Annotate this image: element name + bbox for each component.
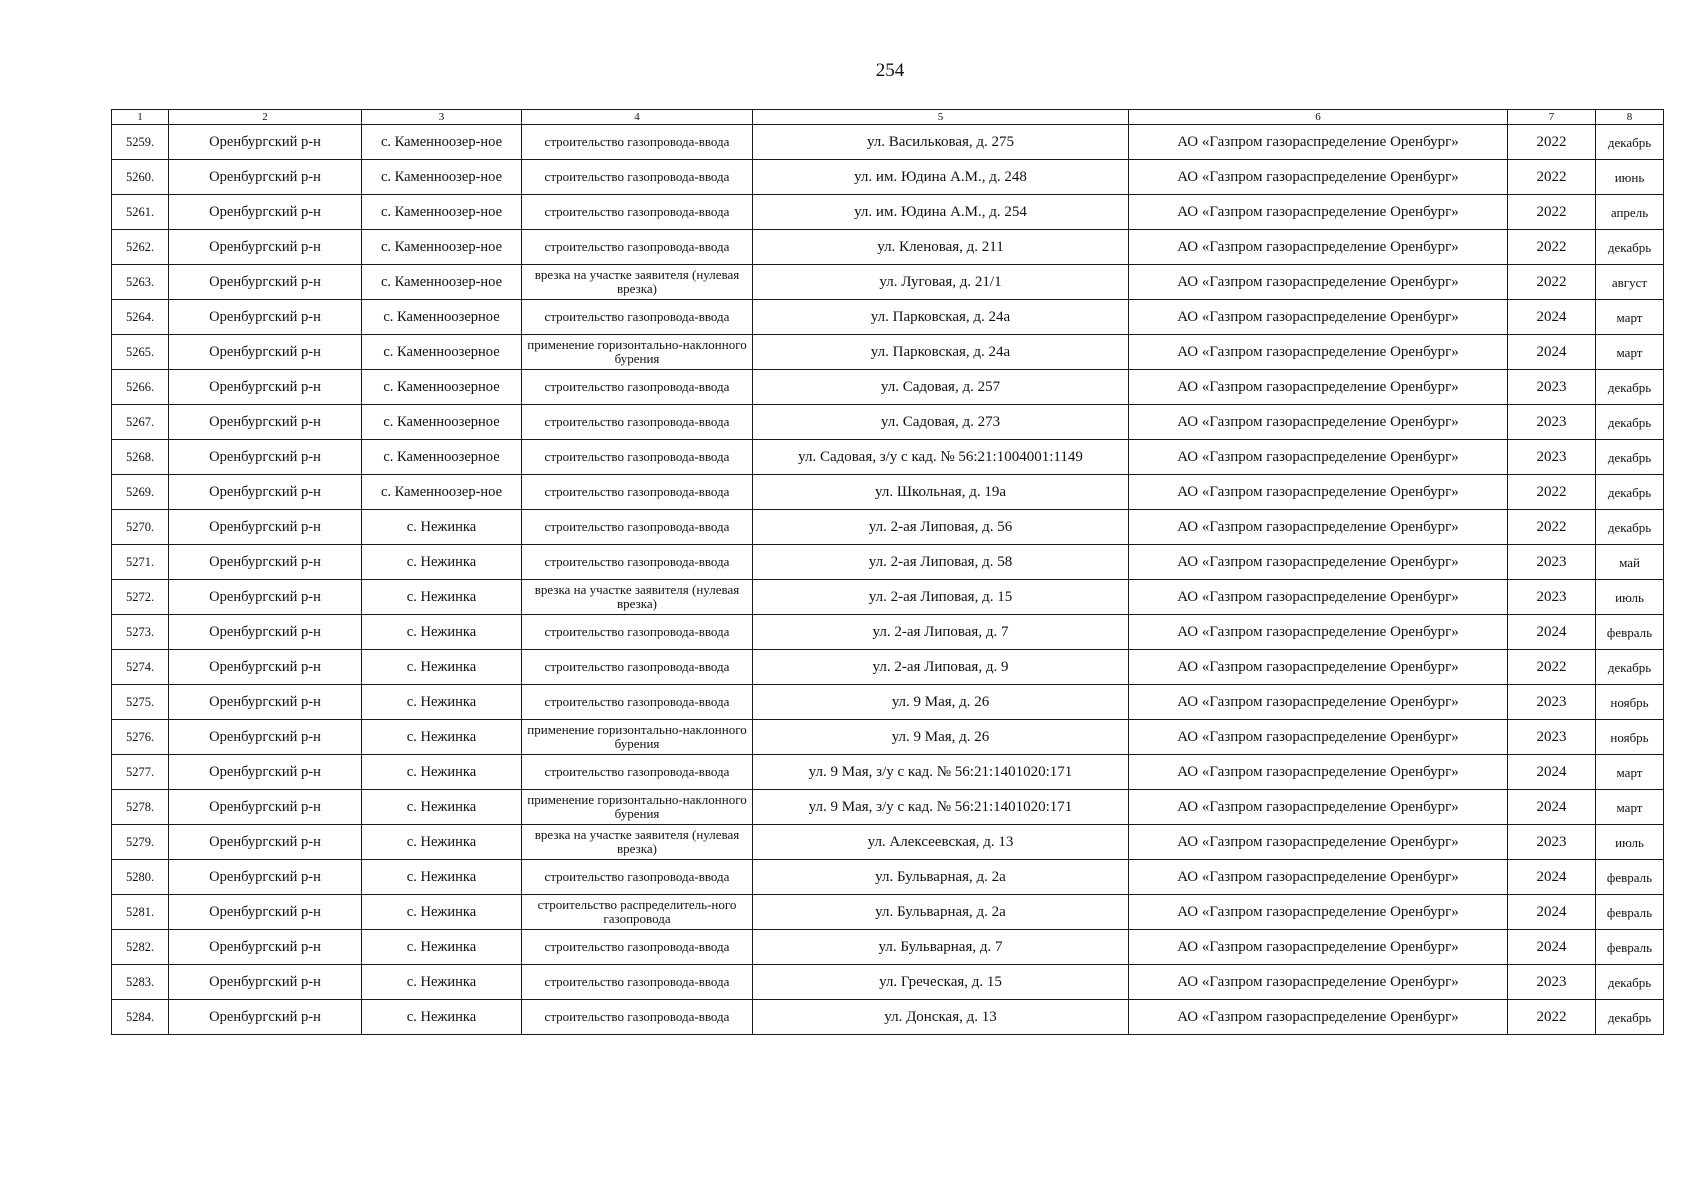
cell-settlement: с. Нежинка	[362, 825, 522, 860]
cell-organization: АО «Газпром газораспределение Оренбург»	[1129, 965, 1508, 1000]
column-header-work-type: 4	[522, 110, 753, 125]
cell-address: ул. Садовая, з/у с кад. № 56:21:1004001:1149	[753, 440, 1129, 475]
table-row	[112, 580, 1664, 615]
table-row	[112, 650, 1664, 685]
cell-work-type: строительство газопровода-ввода	[522, 230, 753, 265]
cell-settlement: с. Нежинка	[362, 965, 522, 1000]
cell-work-type: строительство газопровода-ввода	[522, 930, 753, 965]
cell-organization: АО «Газпром газораспределение Оренбург»	[1129, 440, 1508, 475]
cell-year: 2024	[1508, 300, 1596, 335]
cell-address: ул. Парковская, д. 24а	[753, 300, 1129, 335]
cell-district: Оренбургский р-н	[169, 790, 362, 825]
cell-settlement: с. Нежинка	[362, 615, 522, 650]
header-row	[112, 110, 1664, 125]
cell-row-number: 5276.	[112, 720, 169, 755]
table-row	[112, 895, 1664, 930]
cell-work-type: строительство газопровода-ввода	[522, 370, 753, 405]
cell-address: ул. Кленовая, д. 211	[753, 230, 1129, 265]
table-row	[112, 755, 1664, 790]
cell-work-type: строительство газопровода-ввода	[522, 545, 753, 580]
cell-month: декабрь	[1596, 965, 1664, 1000]
cell-organization: АО «Газпром газораспределение Оренбург»	[1129, 475, 1508, 510]
cell-address: ул. 2-ая Липовая, д. 58	[753, 545, 1129, 580]
cell-settlement: с. Каменноозер-ное	[362, 265, 522, 300]
table-row	[112, 860, 1664, 895]
cell-settlement: с. Нежинка	[362, 790, 522, 825]
cell-month: февраль	[1596, 895, 1664, 930]
cell-work-type: строительство газопровода-ввода	[522, 440, 753, 475]
cell-district: Оренбургский р-н	[169, 580, 362, 615]
cell-district: Оренбургский р-н	[169, 1000, 362, 1035]
cell-district: Оренбургский р-н	[169, 860, 362, 895]
cell-month: июль	[1596, 825, 1664, 860]
cell-row-number: 5265.	[112, 335, 169, 370]
cell-year: 2022	[1508, 265, 1596, 300]
cell-row-number: 5272.	[112, 580, 169, 615]
table-row	[112, 685, 1664, 720]
cell-row-number: 5270.	[112, 510, 169, 545]
table-header	[112, 110, 1664, 125]
cell-row-number: 5263.	[112, 265, 169, 300]
cell-month: ноябрь	[1596, 720, 1664, 755]
cell-address: ул. 2-ая Липовая, д. 9	[753, 650, 1129, 685]
column-header-month: 8	[1596, 110, 1664, 125]
cell-year: 2022	[1508, 230, 1596, 265]
table-row	[112, 370, 1664, 405]
cell-address: ул. Алексеевская, д. 13	[753, 825, 1129, 860]
cell-row-number: 5259.	[112, 125, 169, 160]
cell-month: июль	[1596, 580, 1664, 615]
cell-month: февраль	[1596, 930, 1664, 965]
cell-row-number: 5282.	[112, 930, 169, 965]
cell-organization: АО «Газпром газораспределение Оренбург»	[1129, 685, 1508, 720]
cell-organization: АО «Газпром газораспределение Оренбург»	[1129, 580, 1508, 615]
cell-settlement: с. Нежинка	[362, 510, 522, 545]
cell-district: Оренбургский р-н	[169, 475, 362, 510]
cell-year: 2024	[1508, 790, 1596, 825]
column-header-address: 5	[753, 110, 1129, 125]
cell-month: март	[1596, 755, 1664, 790]
cell-settlement: с. Каменноозерное	[362, 405, 522, 440]
cell-month: декабрь	[1596, 650, 1664, 685]
cell-month: март	[1596, 300, 1664, 335]
page-number: 254	[875, 60, 905, 81]
cell-month: август	[1596, 265, 1664, 300]
cell-address: ул. 2-ая Липовая, д. 15	[753, 580, 1129, 615]
cell-year: 2022	[1508, 125, 1596, 160]
cell-row-number: 5279.	[112, 825, 169, 860]
cell-organization: АО «Газпром газораспределение Оренбург»	[1129, 335, 1508, 370]
table-row	[112, 335, 1664, 370]
table-row	[112, 510, 1664, 545]
cell-organization: АО «Газпром газораспределение Оренбург»	[1129, 895, 1508, 930]
cell-row-number: 5283.	[112, 965, 169, 1000]
cell-district: Оренбургский р-н	[169, 615, 362, 650]
cell-settlement: с. Каменноозер-ное	[362, 160, 522, 195]
cell-work-type: строительство газопровода-ввода	[522, 755, 753, 790]
cell-month: май	[1596, 545, 1664, 580]
cell-settlement: с. Каменноозерное	[362, 335, 522, 370]
cell-month: декабрь	[1596, 370, 1664, 405]
cell-organization: АО «Газпром газораспределение Оренбург»	[1129, 755, 1508, 790]
cell-year: 2023	[1508, 405, 1596, 440]
cell-district: Оренбургский р-н	[169, 510, 362, 545]
cell-settlement: с. Нежинка	[362, 650, 522, 685]
table-row	[112, 300, 1664, 335]
cell-settlement: с. Нежинка	[362, 860, 522, 895]
cell-address: ул. Школьная, д. 19а	[753, 475, 1129, 510]
column-header-organization: 6	[1129, 110, 1508, 125]
cell-year: 2024	[1508, 860, 1596, 895]
cell-district: Оренбургский р-н	[169, 440, 362, 475]
cell-year: 2023	[1508, 545, 1596, 580]
cell-month: июнь	[1596, 160, 1664, 195]
cell-row-number: 5273.	[112, 615, 169, 650]
cell-district: Оренбургский р-н	[169, 965, 362, 1000]
cell-organization: АО «Газпром газораспределение Оренбург»	[1129, 160, 1508, 195]
table-row	[112, 1000, 1664, 1035]
cell-address: ул. Донская, д. 13	[753, 1000, 1129, 1035]
cell-address: ул. Греческая, д. 15	[753, 965, 1129, 1000]
cell-month: март	[1596, 335, 1664, 370]
cell-year: 2022	[1508, 475, 1596, 510]
cell-row-number: 5260.	[112, 160, 169, 195]
cell-district: Оренбургский р-н	[169, 195, 362, 230]
cell-row-number: 5266.	[112, 370, 169, 405]
cell-year: 2023	[1508, 440, 1596, 475]
cell-work-type: строительство газопровода-ввода	[522, 160, 753, 195]
cell-month: декабрь	[1596, 405, 1664, 440]
cell-work-type: строительство газопровода-ввода	[522, 475, 753, 510]
cell-address: ул. 9 Мая, з/у с кад. № 56:21:1401020:171	[753, 790, 1129, 825]
cell-district: Оренбургский р-н	[169, 370, 362, 405]
column-header-settlement: 3	[362, 110, 522, 125]
cell-address: ул. им. Юдина А.М., д. 248	[753, 160, 1129, 195]
cell-settlement: с. Каменноозерное	[362, 440, 522, 475]
cell-district: Оренбургский р-н	[169, 685, 362, 720]
gas-connection-table	[111, 109, 1664, 1035]
cell-organization: АО «Газпром газораспределение Оренбург»	[1129, 790, 1508, 825]
cell-work-type: строительство газопровода-ввода	[522, 650, 753, 685]
cell-work-type: строительство газопровода-ввода	[522, 125, 753, 160]
cell-organization: АО «Газпром газораспределение Оренбург»	[1129, 860, 1508, 895]
table-row	[112, 965, 1664, 1000]
cell-settlement: с. Каменноозер-ное	[362, 475, 522, 510]
cell-address: ул. Бульварная, д. 2а	[753, 860, 1129, 895]
cell-district: Оренбургский р-н	[169, 650, 362, 685]
cell-settlement: с. Каменноозер-ное	[362, 230, 522, 265]
cell-settlement: с. Каменноозер-ное	[362, 195, 522, 230]
cell-month: апрель	[1596, 195, 1664, 230]
column-header-district: 2	[169, 110, 362, 125]
cell-row-number: 5268.	[112, 440, 169, 475]
cell-row-number: 5277.	[112, 755, 169, 790]
cell-year: 2023	[1508, 825, 1596, 860]
cell-district: Оренбургский р-н	[169, 335, 362, 370]
cell-organization: АО «Газпром газораспределение Оренбург»	[1129, 510, 1508, 545]
table-row	[112, 475, 1664, 510]
cell-work-type: строительство газопровода-ввода	[522, 965, 753, 1000]
cell-address: ул. 9 Мая, д. 26	[753, 685, 1129, 720]
cell-work-type: врезка на участке заявителя (нулевая врезка)	[522, 265, 753, 300]
cell-work-type: врезка на участке заявителя (нулевая врезка)	[522, 580, 753, 615]
cell-year: 2022	[1508, 510, 1596, 545]
cell-row-number: 5271.	[112, 545, 169, 580]
cell-year: 2022	[1508, 1000, 1596, 1035]
cell-month: март	[1596, 790, 1664, 825]
cell-settlement: с. Нежинка	[362, 720, 522, 755]
cell-address: ул. Васильковая, д. 275	[753, 125, 1129, 160]
cell-row-number: 5278.	[112, 790, 169, 825]
table-row	[112, 195, 1664, 230]
table-row	[112, 720, 1664, 755]
table-row	[112, 230, 1664, 265]
cell-organization: АО «Газпром газораспределение Оренбург»	[1129, 1000, 1508, 1035]
table-row	[112, 615, 1664, 650]
cell-work-type: строительство газопровода-ввода	[522, 195, 753, 230]
cell-row-number: 5281.	[112, 895, 169, 930]
cell-address: ул. 2-ая Липовая, д. 56	[753, 510, 1129, 545]
cell-work-type: строительство газопровода-ввода	[522, 615, 753, 650]
table-row	[112, 125, 1664, 160]
table-row	[112, 440, 1664, 475]
cell-work-type: строительство газопровода-ввода	[522, 300, 753, 335]
cell-address: ул. Луговая, д. 21/1	[753, 265, 1129, 300]
cell-organization: АО «Газпром газораспределение Оренбург»	[1129, 405, 1508, 440]
cell-year: 2023	[1508, 720, 1596, 755]
cell-settlement: с. Нежинка	[362, 685, 522, 720]
cell-settlement: с. Нежинка	[362, 545, 522, 580]
cell-row-number: 5262.	[112, 230, 169, 265]
cell-year: 2024	[1508, 335, 1596, 370]
cell-work-type: строительство распределитель-ного газопровода	[522, 895, 753, 930]
column-header-year: 7	[1508, 110, 1596, 125]
cell-district: Оренбургский р-н	[169, 755, 362, 790]
cell-work-type: строительство газопровода-ввода	[522, 685, 753, 720]
cell-settlement: с. Нежинка	[362, 580, 522, 615]
cell-year: 2023	[1508, 370, 1596, 405]
cell-work-type: применение горизонтально-наклонного бурения	[522, 335, 753, 370]
cell-row-number: 5269.	[112, 475, 169, 510]
cell-address: ул. Бульварная, д. 2а	[753, 895, 1129, 930]
cell-settlement: с. Нежинка	[362, 1000, 522, 1035]
cell-district: Оренбургский р-н	[169, 230, 362, 265]
cell-work-type: применение горизонтально-наклонного бурения	[522, 720, 753, 755]
cell-district: Оренбургский р-н	[169, 545, 362, 580]
cell-organization: АО «Газпром газораспределение Оренбург»	[1129, 615, 1508, 650]
cell-year: 2024	[1508, 615, 1596, 650]
cell-district: Оренбургский р-н	[169, 720, 362, 755]
cell-year: 2023	[1508, 965, 1596, 1000]
cell-organization: АО «Газпром газораспределение Оренбург»	[1129, 265, 1508, 300]
cell-month: декабрь	[1596, 230, 1664, 265]
cell-work-type: строительство газопровода-ввода	[522, 860, 753, 895]
cell-row-number: 5284.	[112, 1000, 169, 1035]
cell-district: Оренбургский р-н	[169, 160, 362, 195]
table-row	[112, 160, 1664, 195]
cell-organization: АО «Газпром газораспределение Оренбург»	[1129, 125, 1508, 160]
table-row	[112, 265, 1664, 300]
cell-row-number: 5264.	[112, 300, 169, 335]
cell-row-number: 5275.	[112, 685, 169, 720]
cell-year: 2024	[1508, 930, 1596, 965]
cell-settlement: с. Каменноозер-ное	[362, 125, 522, 160]
table-row	[112, 405, 1664, 440]
cell-address: ул. Садовая, д. 273	[753, 405, 1129, 440]
cell-work-type: применение горизонтально-наклонного бурения	[522, 790, 753, 825]
cell-district: Оренбургский р-н	[169, 895, 362, 930]
cell-row-number: 5267.	[112, 405, 169, 440]
cell-year: 2022	[1508, 160, 1596, 195]
cell-address: ул. Садовая, д. 257	[753, 370, 1129, 405]
table-row	[112, 545, 1664, 580]
cell-organization: АО «Газпром газораспределение Оренбург»	[1129, 930, 1508, 965]
cell-organization: АО «Газпром газораспределение Оренбург»	[1129, 300, 1508, 335]
cell-month: февраль	[1596, 860, 1664, 895]
cell-month: декабрь	[1596, 125, 1664, 160]
cell-year: 2024	[1508, 755, 1596, 790]
cell-address: ул. 9 Мая, д. 26	[753, 720, 1129, 755]
cell-district: Оренбургский р-н	[169, 405, 362, 440]
cell-row-number: 5274.	[112, 650, 169, 685]
cell-address: ул. 9 Мая, з/у с кад. № 56:21:1401020:171	[753, 755, 1129, 790]
cell-settlement: с. Нежинка	[362, 895, 522, 930]
cell-address: ул. 2-ая Липовая, д. 7	[753, 615, 1129, 650]
cell-work-type: врезка на участке заявителя (нулевая врезка)	[522, 825, 753, 860]
column-header-row-number: 1	[112, 110, 169, 125]
cell-address: ул. Бульварная, д. 7	[753, 930, 1129, 965]
cell-organization: АО «Газпром газораспределение Оренбург»	[1129, 195, 1508, 230]
cell-organization: АО «Газпром газораспределение Оренбург»	[1129, 545, 1508, 580]
cell-district: Оренбургский р-н	[169, 300, 362, 335]
cell-work-type: строительство газопровода-ввода	[522, 405, 753, 440]
cell-year: 2022	[1508, 650, 1596, 685]
table-row	[112, 825, 1664, 860]
cell-organization: АО «Газпром газораспределение Оренбург»	[1129, 370, 1508, 405]
table-row	[112, 930, 1664, 965]
cell-month: февраль	[1596, 615, 1664, 650]
cell-organization: АО «Газпром газораспределение Оренбург»	[1129, 825, 1508, 860]
cell-work-type: строительство газопровода-ввода	[522, 510, 753, 545]
cell-year: 2023	[1508, 685, 1596, 720]
cell-work-type: строительство газопровода-ввода	[522, 1000, 753, 1035]
cell-month: ноябрь	[1596, 685, 1664, 720]
cell-year: 2023	[1508, 580, 1596, 615]
cell-month: декабрь	[1596, 475, 1664, 510]
cell-organization: АО «Газпром газораспределение Оренбург»	[1129, 720, 1508, 755]
cell-district: Оренбургский р-н	[169, 265, 362, 300]
cell-district: Оренбургский р-н	[169, 930, 362, 965]
cell-year: 2022	[1508, 195, 1596, 230]
cell-month: декабрь	[1596, 1000, 1664, 1035]
cell-month: декабрь	[1596, 440, 1664, 475]
cell-row-number: 5280.	[112, 860, 169, 895]
cell-address: ул. им. Юдина А.М., д. 254	[753, 195, 1129, 230]
cell-settlement: с. Каменноозерное	[362, 370, 522, 405]
table-row	[112, 790, 1664, 825]
cell-organization: АО «Газпром газораспределение Оренбург»	[1129, 650, 1508, 685]
table-body	[112, 125, 1664, 1035]
cell-district: Оренбургский р-н	[169, 825, 362, 860]
cell-row-number: 5261.	[112, 195, 169, 230]
cell-settlement: с. Нежинка	[362, 930, 522, 965]
cell-settlement: с. Каменноозерное	[362, 300, 522, 335]
cell-address: ул. Парковская, д. 24а	[753, 335, 1129, 370]
cell-year: 2024	[1508, 895, 1596, 930]
cell-organization: АО «Газпром газораспределение Оренбург»	[1129, 230, 1508, 265]
cell-settlement: с. Нежинка	[362, 755, 522, 790]
cell-district: Оренбургский р-н	[169, 125, 362, 160]
cell-month: декабрь	[1596, 510, 1664, 545]
